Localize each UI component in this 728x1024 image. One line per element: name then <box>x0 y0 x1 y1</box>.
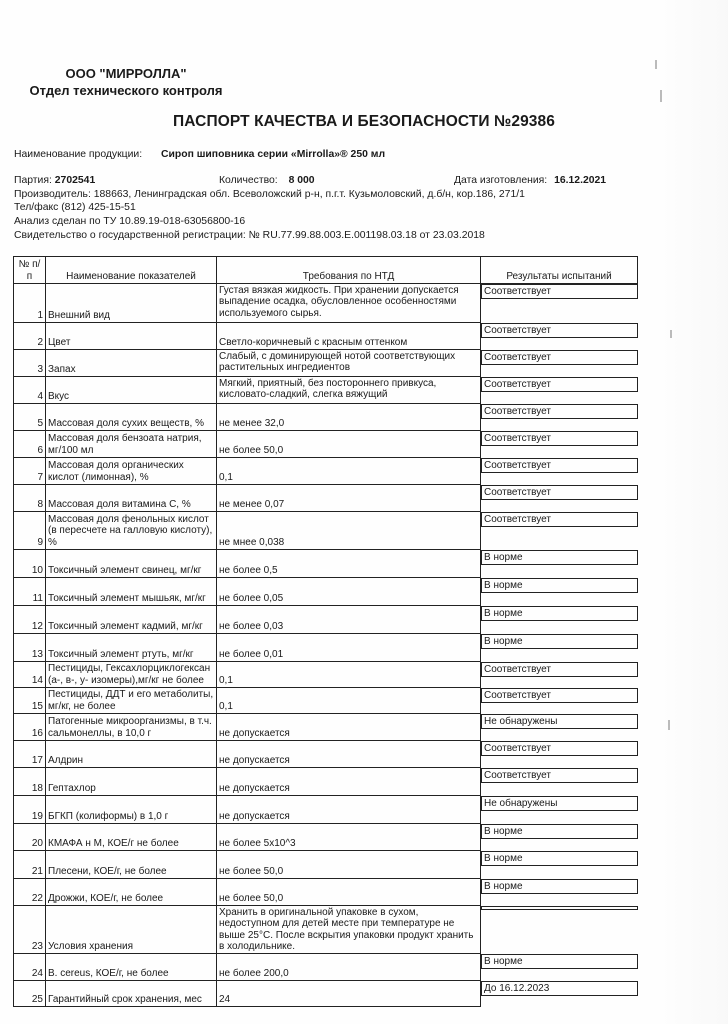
header-indicator: Наименование показателей <box>46 257 217 284</box>
table-row <box>14 512 638 550</box>
row-indicator: Вкус <box>46 377 217 404</box>
registration-line: Свидетельство о государственной регистрации: № RU.77.99.88.003.Е.001198.03.18 от 23.03.2018 <box>14 230 485 241</box>
row-result <box>481 906 638 910</box>
table-row <box>14 550 638 578</box>
row-result: Соответствует <box>481 323 638 338</box>
row-requirement: не более 5х10^3 <box>217 824 481 851</box>
row-result: До 16.12.2023 <box>481 981 638 996</box>
row-result: Соответствует <box>481 377 638 392</box>
company-name: ООО "МИРРОЛЛА" <box>65 66 187 81</box>
analysis-line: Анализ сделан по ТУ 10.89.19-018-63056800-16 <box>14 216 246 227</box>
row-number: 24 <box>14 954 46 981</box>
row-result: В норме <box>481 824 638 839</box>
row-requirement: Хранить в оригинальной упаковке в сухом, недоступном для детей месте при температуре не выше 25°С. После вскрытия упаковки продукт хранить в холодильнике. <box>217 906 481 954</box>
table-row <box>14 431 638 458</box>
row-result: Соответствует <box>481 404 638 419</box>
table-row <box>14 323 638 350</box>
row-indicator: Массовая доля органических кислот (лимонная), % <box>46 458 217 485</box>
manufacture-date-field <box>454 175 606 186</box>
row-indicator: Токсичный элемент мышьяк, мг/кг <box>46 578 217 606</box>
row-number: 13 <box>14 634 46 662</box>
table-row <box>14 981 638 1007</box>
table-row <box>14 824 638 851</box>
row-result: Соответствует <box>481 662 638 677</box>
row-number: 25 <box>14 981 46 1007</box>
manufacture-date-value: 16.12.2021 <box>554 175 607 186</box>
table-row <box>14 906 638 954</box>
row-result: В норме <box>481 606 638 621</box>
table-row <box>14 954 638 981</box>
table-row <box>14 634 638 662</box>
table-row <box>14 350 638 377</box>
batch-value: 2702541 <box>54 175 96 186</box>
row-indicator: Условия хранения <box>46 906 217 954</box>
table-body <box>14 284 638 1007</box>
row-indicator: Алдрин <box>46 741 217 768</box>
row-indicator: Гарантийный срок хранения, мес <box>46 981 217 1007</box>
batch-label: Партия: <box>14 175 52 186</box>
row-requirement: Слабый, с доминирующей нотой соответствующих растительных ингредиентов <box>217 350 481 377</box>
row-indicator: Внешний вид <box>46 284 217 323</box>
row-requirement: не более 0,05 <box>217 578 481 606</box>
row-result: Соответствует <box>481 512 638 527</box>
row-result: Соответствует <box>481 741 638 756</box>
row-indicator: Патогенные микроорганизмы, в т.ч. сальмонеллы, в 10,0 г <box>46 714 217 741</box>
row-indicator: Токсичный элемент кадмий, мг/кг <box>46 606 217 634</box>
row-requirement: Мягкий, приятный, без постороннего привкуса, кисловато-сладкий, слегка вяжущий <box>217 377 481 404</box>
row-result: В норме <box>481 550 638 565</box>
row-requirement: не менее 32,0 <box>217 404 481 431</box>
row-indicator: БГКП (колиформы) в 1,0 г <box>46 796 217 824</box>
row-indicator: Массовая доля бензоата натрия, мг/100 мл <box>46 431 217 458</box>
row-requirement: не менее 0,07 <box>217 485 481 512</box>
row-number: 5 <box>14 404 46 431</box>
row-result: Соответствует <box>481 350 638 365</box>
row-indicator: КМАФА н М, КОЕ/г не более <box>46 824 217 851</box>
scan-speck <box>655 60 657 69</box>
row-result: Соответствует <box>481 431 638 446</box>
row-result: Не обнаружены <box>481 796 638 811</box>
table-row <box>14 377 638 404</box>
phone-line: Тел/факс (812) 425-15-51 <box>14 202 136 213</box>
row-result: В норме <box>481 634 638 649</box>
row-number: 21 <box>14 851 46 879</box>
row-number: 11 <box>14 578 46 606</box>
row-requirement: 0,1 <box>217 688 481 714</box>
row-number: 12 <box>14 606 46 634</box>
row-indicator: Цвет <box>46 323 217 350</box>
row-result: Соответствует <box>481 284 638 299</box>
row-requirement: не более 0,01 <box>217 634 481 662</box>
row-requirement: не более 200,0 <box>217 954 481 981</box>
product-value: Сироп шиповника серии «Mirrolla»® 250 мл <box>161 149 386 160</box>
row-indicator: Запах <box>46 350 217 377</box>
row-number: 14 <box>14 662 46 688</box>
table-header-row <box>14 257 638 284</box>
table-row <box>14 768 638 796</box>
row-indicator: Массовая доля сухих веществ, % <box>46 404 217 431</box>
table-row <box>14 404 638 431</box>
header-result: Результаты испытаний <box>481 257 638 284</box>
row-indicator: Пестициды, ДДТ и его метаболиты, мг/кг, не более <box>46 688 217 714</box>
row-indicator: B. cereus, КОЕ/г, не более <box>46 954 217 981</box>
row-requirement: 0,1 <box>217 458 481 485</box>
table-row <box>14 284 638 323</box>
scan-edge-shadow <box>658 0 728 1024</box>
table-row <box>14 485 638 512</box>
row-result: В норме <box>481 879 638 894</box>
row-requirement: не более 0,03 <box>217 606 481 634</box>
test-results-table <box>13 256 638 1007</box>
document-title: ПАСПОРТ КАЧЕСТВА И БЕЗОПАСНОСТИ №29386 <box>173 113 555 130</box>
row-number: 18 <box>14 768 46 796</box>
row-number: 17 <box>14 741 46 768</box>
row-result: Соответствует <box>481 485 638 500</box>
row-number: 19 <box>14 796 46 824</box>
row-requirement: не допускается <box>217 714 481 741</box>
row-number: 2 <box>14 323 46 350</box>
row-indicator: Токсичный элемент ртуть, мг/кг <box>46 634 217 662</box>
row-requirement: не допускается <box>217 768 481 796</box>
quantity-field <box>219 175 315 186</box>
row-indicator: Массовая доля витамина С, % <box>46 485 217 512</box>
quantity-value: 8 000 <box>288 175 315 186</box>
batch-field <box>14 175 95 186</box>
row-requirement: 24 <box>217 981 481 1007</box>
row-requirement: не более 50,0 <box>217 879 481 906</box>
row-requirement: не более 0,5 <box>217 550 481 578</box>
header-requirement: Требования по НТД <box>217 257 481 284</box>
row-number: 3 <box>14 350 46 377</box>
table-row <box>14 714 638 741</box>
row-result: В норме <box>481 851 638 866</box>
row-number: 10 <box>14 550 46 578</box>
row-number: 1 <box>14 284 46 323</box>
row-indicator: Гептахлор <box>46 768 217 796</box>
table-row <box>14 851 638 879</box>
row-requirement: не допускается <box>217 741 481 768</box>
row-number: 23 <box>14 906 46 954</box>
table-row <box>14 606 638 634</box>
scan-speck <box>660 90 662 102</box>
table-row <box>14 578 638 606</box>
row-number: 9 <box>14 512 46 550</box>
row-requirement: 0,1 <box>217 662 481 688</box>
row-requirement: не мнее 0,038 <box>217 512 481 550</box>
row-number: 15 <box>14 688 46 714</box>
quantity-label: Количество: <box>219 175 278 186</box>
table-row <box>14 879 638 906</box>
table-row <box>14 741 638 768</box>
row-number: 7 <box>14 458 46 485</box>
row-result: В норме <box>481 954 638 969</box>
manufacturer-line: Производитель: 188663, Ленинградская обл. Всеволожский р-н, п.г.т. Кузьмоловский, д.б/н, кор.186, 271/1 <box>14 189 525 200</box>
header-number: № п/п <box>14 257 46 284</box>
table-row <box>14 796 638 824</box>
scan-speck <box>668 720 670 730</box>
row-number: 16 <box>14 714 46 741</box>
row-number: 22 <box>14 879 46 906</box>
department-name: Отдел технического контроля <box>29 83 223 98</box>
row-indicator: Плесени, КОЕ/г, не более <box>46 851 217 879</box>
row-requirement: не более 50,0 <box>217 851 481 879</box>
row-number: 8 <box>14 485 46 512</box>
row-result: В норме <box>481 578 638 593</box>
table-row <box>14 662 638 688</box>
row-indicator: Дрожжи, КОЕ/г, не более <box>46 879 217 906</box>
row-result: Соответствует <box>481 688 638 703</box>
row-result: Соответствует <box>481 768 638 783</box>
row-number: 6 <box>14 431 46 458</box>
row-requirement: Густая вязкая жидкость. При хранении допускается выпадение осадка, обусловленное особенностями используемого сырья. <box>217 284 481 323</box>
row-requirement: Светло-коричневый с красным оттенком <box>217 323 481 350</box>
product-label: Наименование продукции: <box>14 149 143 160</box>
row-indicator: Токсичный элемент свинец, мг/кг <box>46 550 217 578</box>
row-number: 4 <box>14 377 46 404</box>
table-row <box>14 458 638 485</box>
row-requirement: не допускается <box>217 796 481 824</box>
row-result: Не обнаружены <box>481 714 638 729</box>
row-result: Соответствует <box>481 458 638 473</box>
row-requirement: не более 50,0 <box>217 431 481 458</box>
table-row <box>14 688 638 714</box>
row-indicator: Массовая доля фенольных кислот (в пересчете на галловую кислоту), % <box>46 512 217 550</box>
manufacture-date-label: Дата изготовления: <box>454 175 548 186</box>
product-line <box>14 149 385 160</box>
row-number: 20 <box>14 824 46 851</box>
row-indicator: Пестициды, Гексахлорциклогексан (а-, в-, у- изомеры),мг/кг не более <box>46 662 217 688</box>
scan-speck <box>670 330 672 338</box>
